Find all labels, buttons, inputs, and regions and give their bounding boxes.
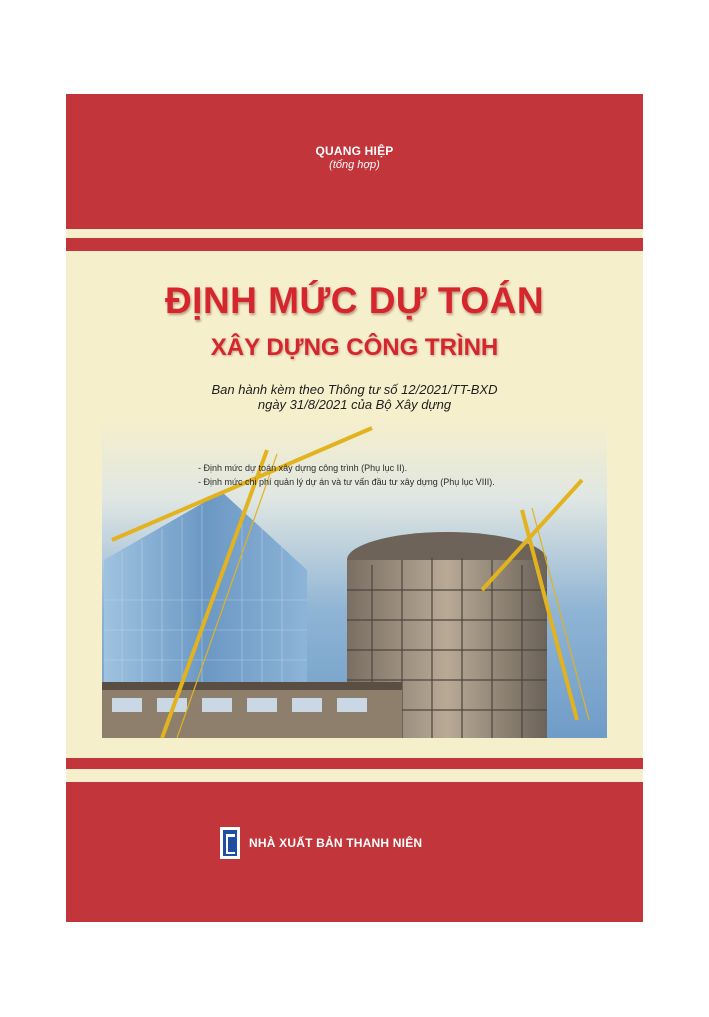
top-red-band xyxy=(66,94,643,229)
book-subtitle xyxy=(66,382,643,412)
bullet-item: - Định mức dự toán xây dựng công trình (Phụ lục II). xyxy=(198,463,408,473)
publisher-name: NHÀ XUẤT BẢN THANH NIÊN xyxy=(249,836,423,850)
red-stripe-upper xyxy=(66,238,643,251)
content-bullets xyxy=(198,461,598,489)
author-name: QUANG HIỆP xyxy=(315,144,394,158)
publisher-block xyxy=(220,828,422,858)
book-title-line1: ĐỊNH MỨC DỰ TOÁN xyxy=(164,280,545,321)
red-stripe-lower xyxy=(66,758,643,769)
publisher-logo-icon xyxy=(220,827,240,859)
book-cover xyxy=(66,94,643,922)
author-note: (tổng hợp) xyxy=(329,159,380,171)
book-title-line2: XÂY DỰNG CÔNG TRÌNH xyxy=(210,334,499,361)
bullet-item: - Định mức chi phí quản lý dự án và tư vấn đầu tư xây dựng (Phụ lục VIII). xyxy=(198,477,495,487)
subtitle-line1: Ban hành kèm theo Thông tư số 12/2021/TT-BXD xyxy=(211,382,498,397)
subtitle-line2: ngày 31/8/2021 của Bộ Xây dựng xyxy=(257,397,452,412)
author-block xyxy=(66,144,643,171)
